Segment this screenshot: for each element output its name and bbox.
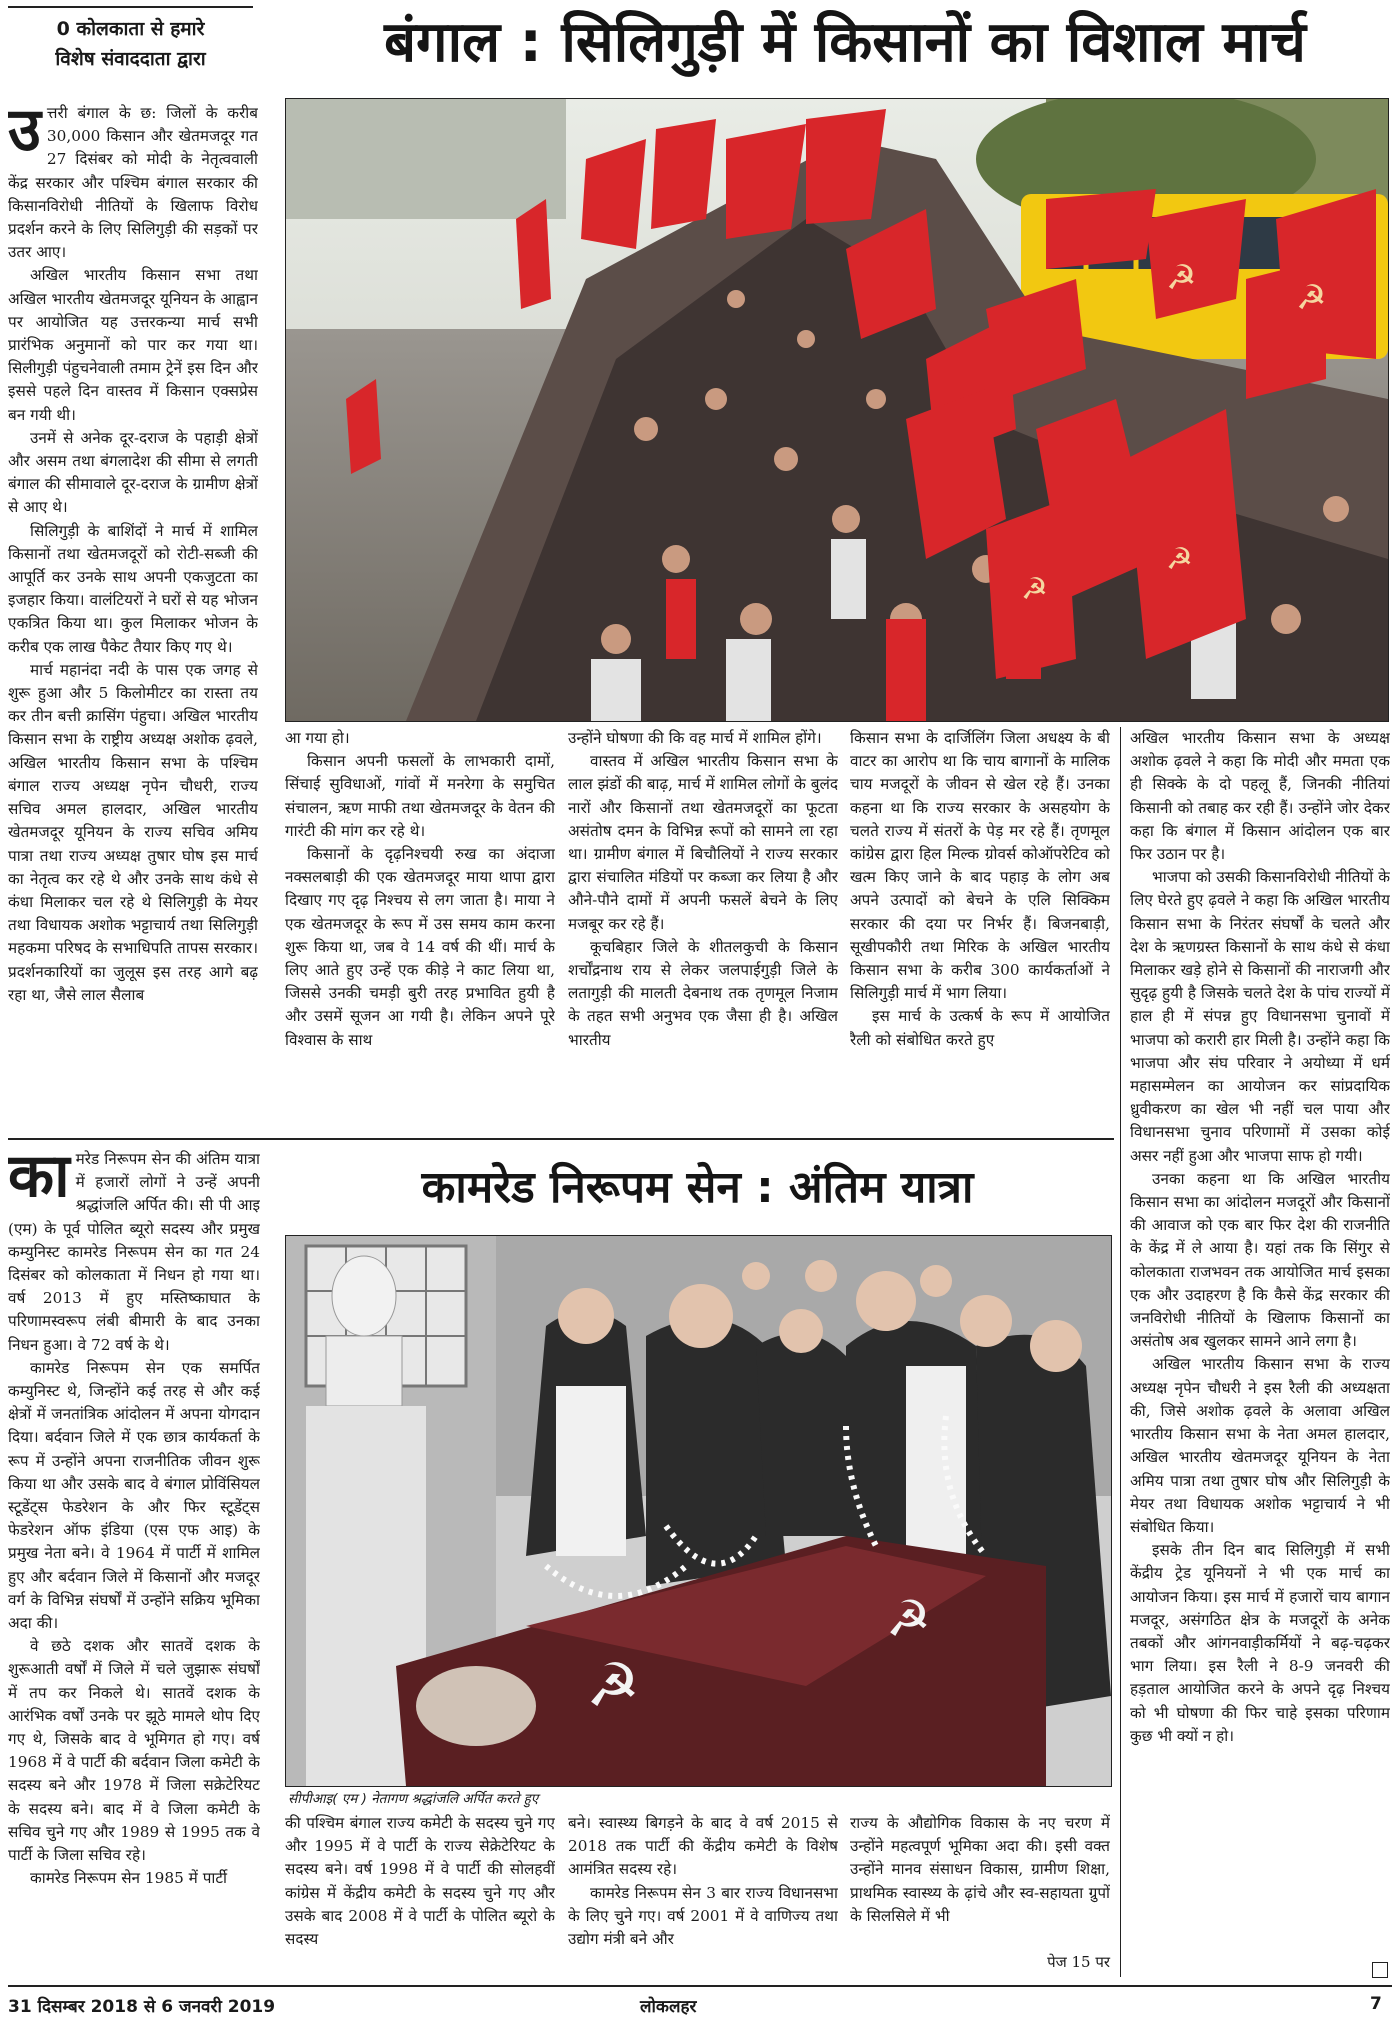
- footer-rule: [8, 1985, 1392, 1987]
- funeral-photo-image: [286, 1236, 1111, 1786]
- svg-text:☭: ☭: [1021, 572, 1048, 607]
- byline-line2: विशेष संवाददाता द्वारा: [55, 48, 206, 70]
- svg-text:☭: ☭: [1166, 542, 1193, 577]
- story2-dropcap: का: [8, 1148, 70, 1211]
- continued-on-page: पेज 15 पर: [1047, 1953, 1110, 1971]
- story1-column-4: [850, 727, 1110, 1127]
- column-divider: [1120, 727, 1121, 1977]
- paragraph: मार्च महानंदा नदी के पास एक जगह से शुरू हुआ और 5 किलोमीटर का रास्ता तय कर तीन बत्ती क्रासिंग पंहुचा। अखिल भारतीय किसान सभा के राष्ट्रीय अध्यक्ष अशोक ढ़वले, अखिल भारतीय किसान सभा के पश्चिम बंगाल राज्य अध्यक्ष नृपेन चौधरी, राज्य सचिव अमल हालदार, अखिल भारतीय खेतमजदूर यूनियन के राज्य सचिव अमिय पात्रा तथा राज्य अध्यक्ष तुषार घोष इस मार्च का नेतृत्व कर रहे थे और उनके साथ कंधे से कंधा मिलाकर चल रहे थे सिलिगुड़ी के मेयर तथा विधायक अशोक भट्टाचार्य तथा सिलिगुड़ी महकमा परिषद के सभाधिपति तापस सरकार। प्रदर्शनकारियों का जुलूस इस तरह आगे बढ़ रहा था, जैसे लाल सैलाब: [8, 660, 258, 1004]
- paragraph: इसके तीन दिन बाद सिलिगुड़ी में सभी केंद्रीय ट्रेड यूनियनों ने भी एक मार्च का आयोजन किया। इस मार्च में हजारों चाय बागान मजदूर, असंगठित क्षेत्र के मजदूरों के अनेक तबकों और आंगनवाड़ीकर्मियों ने बढ़-चढ़कर भाग लिया। इस रैली ने 8-9 जनवरी की हड़ताल आयोजित करने के अपने दृढ़ निश्चय को भी घोषणा की फिर चाहे इसका परिणाम कुछ भी क्यों न हो।: [1130, 1541, 1390, 1745]
- main-headline: बंगाल : सिलिगुड़ी में किसानों का विशाल मार्च: [384, 10, 1306, 75]
- story2-column-3: [568, 1812, 838, 1977]
- story2-column-1: [8, 1148, 260, 1978]
- story2-column-2: [285, 1812, 555, 1977]
- story1-column-5: [1130, 727, 1390, 1977]
- story1-column-2: [285, 727, 555, 1127]
- byline: [8, 6, 253, 74]
- footer-date: 31 दिसम्बर 2018 से 6 जनवरी 2019: [8, 1997, 276, 2017]
- svg-text:☭: ☭: [886, 1590, 931, 1648]
- svg-text:☭: ☭: [1296, 278, 1327, 318]
- paragraph: अखिल भारतीय किसान सभा तथा अखिल भारतीय खेतमजदूर यूनियन के आह्वान पर आयोजित यह उत्तरकन्या मार्च सभी प्रारंभिक अनुमानों को पार कर गया था। सिलीगुड़ी पंहुचनेवाली तमाम ट्रेनें इस दिन और इससे पहले दिन वास्तव में किसान एक्सप्रेस बन गयी थी।: [8, 266, 258, 424]
- svg-text:☭: ☭: [586, 1651, 640, 1721]
- paragraph: आ गया हो।: [285, 729, 350, 747]
- paragraph: भाजपा को उसकी किसानविरोधी नीतियों के लिए घेरते हुए ढ़वले ने कहा कि अखिल भारतीय किसान सभा के निरंतर संघर्षों के चलते और देश के ऋणग्रस्त किसानों के साथ कंधे से कंधा मिलाकर खड़े होने से किसानों की नाराजगी और सुदृढ़ हुयी है जिसके चलते देश के पांच राज्यों में हाल ही में संपन्न हुए विधानसभा चुनावों में भाजपा को करारी हार मिली है। उन्होंने कहा कि भाजपा और संघ परिवार ने अयोध्या में धर्म महासम्मेलन का आयोजन कर सांप्रदायिक ध्रुवीकरण का खेल भी नहीं चल पाया और विधानसभा चुनाव परिणामों में उसका कोई असर नहीं हुआ और भाजपा साफ हो गयी।: [1130, 868, 1390, 1165]
- march-photo: [285, 98, 1389, 722]
- story2-column-4: [850, 1812, 1110, 1952]
- paragraph: मरेड निरूपम सेन की अंतिम यात्रा में हजारों लोगों ने उन्हें अपनी श्रद्धांजलि अर्पित की। सी पी आइ (एम) के पूर्व पोलित ब्यूरो सदस्य और प्रमुख कम्युनिस्ट कामरेड निरूपम सेन का गत 24 दिसंबर को कोलकाता में निधन हो गया था। वर्ष 2013 में हुए मस्तिष्काघात के परिणामस्वरूप लंबी बीमारी के बाद उनका निधन हुआ। वे 72 वर्ष के थे।: [8, 1150, 260, 1354]
- paragraph: अखिल भारतीय किसान सभा के राज्य अध्यक्ष नृपेन चौधरी ने इस रैली की अध्यक्षता की, जिसे अशोक ढ़वले के अलावा अखिल भारतीय किसान सभा के नेता अमल हालदार, अखिल भारतीय खेतमजदूर यूनियन के नेता अमिय पात्रा तथा तुषार घोष और सिलिगुड़ी के मेयर तथा विधायक अशोक भट्टाचार्य ने भी संबोधित किया।: [1130, 1355, 1390, 1536]
- paragraph: अखिल भारतीय किसान सभा के अध्यक्ष अशोक ढ़वले ने कहा कि मोदी और ममता एक ही सिक्के के दो पहलू हैं, जिनकी नीतियां किसानी को तबाह कर रही हैं। उन्होंने जोर देकर कहा कि बंगाल में किसान आंदोलन एक बार फिर उठान पर है।: [1130, 729, 1390, 864]
- paragraph: कामरेड निरूपम सेन 1985 में पार्टी: [30, 1869, 228, 1888]
- paragraph: सिलिगुड़ी के बाशिंदों ने मार्च में शामिल किसानों तथा खेतमजदूरों को रोटी-सब्जी की आपूर्ति कर उनके साथ अपनी एकजुटता का इजहार किया। वालंटियरों ने घरों से यह भोजन एकत्रित किया था। कुल मिलाकर भोजन के करीब एक लाख पैकेट तैयार किए गए थे।: [8, 521, 258, 656]
- paragraph: किसान अपनी फसलों के लाभकारी दामों, सिंचाई सुविधाओं, गांवों में मनरेगा के समुचित संचालन, ऋण माफी तथा खेतमजदूर के वेतन की गारंटी की मांग कर रहे थे।: [285, 752, 555, 840]
- paragraph: कामरेड निरूपम सेन 3 बार राज्य विधानसभा के लिए चुने गए। वर्ष 2001 में वे वाणिज्य तथा उद्योग मंत्री बने और: [568, 1883, 838, 1949]
- section-divider: [8, 1138, 1114, 1140]
- paragraph: किसानों के दृढ़निश्चयी रुख का अंदाजा नक्सलबाड़ी की एक खेतमजदूर माया थापा द्वारा दिखाए गए दृढ़ निश्चय से लग जाता है। माया ने एक खेतमजदूर के रूप में उस समय काम करना शुरू किया था, जब वे 14 वर्ष की थीं। मार्च के लिए आते हुए उन्हें एक कीड़े ने काट लिया था, जिससे उनकी चमड़ी बुरी तरह प्रभावित हुयी है और उसमें सूजन आ गयी है। लेकिन अपने पूरे विश्वास के साथ: [285, 845, 555, 1049]
- paragraph: त्तरी बंगाल के छ: जिलों के करीब 30,000 किसान और खेतमजदूर गत 27 दिसंबर को मोदी के नेतृत्ववाली केंद्र सरकार और पश्चिम बंगाल सरकार की किसानविरोधी नीतियों के खिलाफ विरोध प्रदर्शन करने के लिए सिलिगुड़ी की सड़कों पर उतर आए।: [8, 104, 258, 262]
- paragraph: किसान सभा के दार्जिलिंग जिला अधक्ष्य के बी वाटर का आरोप था कि चाय बागानों के मालिक चाय मजदूरों के जीवन से खेल रहे हैं। उनका कहना था कि राज्य सरकार के असहयोग के चलते राज्य में संतरों के पेड़ मर रहे हैं। तृणमूल कांग्रेस द्वारा हिल मिल्क ग्रोवर्स कोऑपरेटिव को खत्म किए जाने के बाद पहाड़ के लोग अब अपने उत्पादों को बेचने के एलि सिक्किम सरकार की दया पर निर्भर हैं। बिजनबाड़ी, सूखीपकौरी तथा मिरिक के अखिल भारतीय किसान सभा के करीब 300 कार्यकर्ताओं ने सिलिगुड़ी मार्च में भाग लिया।: [850, 729, 1110, 1003]
- story1-column-1: [8, 102, 258, 1127]
- paragraph: उनका कहना था कि अखिल भारतीय किसान सभा का आंदोलन मजदूरों और किसानों की आवाज को एक बार फिर देश की राजनीति के केंद्र में ले आया है। यहां तक कि सिंगुर से कोलकाता राजभवन तक आयोजित मार्च इसका एक और उदाहरण है कि कैसे केंद्र सरकार की जनविरोधी नीतियों के खिलाफ किसानों का असंतोष अब खुलकर सामने आने लगा है।: [1130, 1169, 1390, 1351]
- funeral-photo: [285, 1235, 1112, 1787]
- second-headline: कामरेड निरूपम सेन : अंतिम यात्रा: [421, 1162, 974, 1213]
- footer-publication: लोकलहर: [640, 1997, 697, 2017]
- end-mark-icon: [1372, 1962, 1388, 1978]
- svg-text:☭: ☭: [1166, 258, 1197, 298]
- story1-dropcap: उ: [8, 102, 41, 165]
- paragraph: वास्तव में अखिल भारतीय किसान सभा के लाल झंडों की बाढ़, मार्च में शामिल लोगों के बुलंद नारों और किसानों तथा खेतमजदूरों का फूटता असंतोष दमन के विभिन्न रूपों को सामने ला रहा था। ग्रामीण बंगाल में बिचौलियों ने राज्य सरकार द्वारा संचालित मंडियों पर कब्जा कर लिया है और औने-पौने दामों में अपनी फसलें बेचने के लिए मजबूर कर रहे हैं।: [568, 752, 838, 933]
- footer-page-number: 7: [1370, 1994, 1382, 2014]
- paragraph: बने। स्वास्थ्य बिगड़ने के बाद वे वर्ष 2015 से 2018 तक पार्टी की केंद्रीय कमेटी के विशेष आमंत्रित सदस्य रहे।: [568, 1814, 838, 1879]
- byline-line1: 0 कोलकाता से हमारे: [56, 18, 205, 40]
- march-photo-image: [286, 99, 1388, 721]
- story1-column-3: [568, 727, 838, 1127]
- paragraph: राज्य के औद्योगिक विकास के नए चरण में उन्होंने महत्वपूर्ण भूमिका अदा की। इसी वक्त उन्होंने मानव संसाधन विकास, ग्रामीण शिक्षा, प्राथमिक स्वास्थ्य के ढ़ांचे और स्व-सहायता ग्रुपों के सिलसिले में भी: [850, 1814, 1110, 1925]
- paragraph: उनमें से अनेक दूर-दराज के पहाड़ी क्षेत्रों और असम तथा बंगलादेश की सीमा से लगती बंगाल की सीमावाले दूर-दराज के ग्रामीण क्षेत्रों से आए थे।: [8, 428, 258, 517]
- paragraph: कामरेड निरूपम सेन एक समर्पित कम्युनिस्ट थे, जिन्होंने कई तरह से और कई क्षेत्रों में जनतांत्रिक आंदोलन में अपना योगदान दिया। बर्दवान जिले में एक छात्र कार्यकर्ता के रूप में उन्होंने अपना राजनीतिक जीवन शुरू किया था और उसके बाद वे बंगाल प्रोविंसियल स्टूडेंट्स फेडरेशन के और फिर स्टूडेंट्स फेडरेशन ऑफ इंडिया (एस एफ आइ) के प्रमुख नेता बने। वे 1964 में पार्टी में शामिल हुए और बर्दवान जिले में किसानों और मजदूर वर्ग के विभिन्न संघर्षों में उन्होंने सक्रिय भूमिका अदा की।: [8, 1358, 260, 1633]
- paragraph: की पश्चिम बंगाल राज्य कमेटी के सदस्य चुने गए और 1995 में वे पार्टी के राज्य सेक्रेटेरियट के सदस्य बने। वर्ष 1998 में वे पार्टी की सोलहवीं कांग्रेस में केंद्रीय कमेटी के सदस्य चुने गए और उसके बाद 2008 में वे पार्टी के पोलित ब्यूरो के सदस्य: [285, 1814, 555, 1949]
- paragraph: वे छठे दशक और सातवें दशक के शुरूआती वर्षों में जिले में चले जुझारू संघर्षों में तप कर निकले थे। सातवें दशक के आरंभिक वर्षों उनके पर झूठे मामले थोप दिए गए थे, जिसके बाद वे भूमिगत हो गए। वर्ष 1968 में वे पार्टी की बर्दवान जिला कमेटी के सदस्य बने और 1978 में जिला सक्रेटेरियट के सदस्य बने। बाद में वे जिला कमेटी के सचिव चुने गए और 1989 से 1995 तक वे पार्टी के जिला सचिव रहे।: [8, 1637, 260, 1865]
- photo-caption: सीपीआइ( एम ) नेतागण श्रद्धांजलि अर्पित करते हुए: [288, 1791, 539, 1807]
- paragraph: कूचबिहार जिले के शीतलकुची के किसान शर्चोंद्रनाथ राय से लेकर जलपाईगुड़ी जिले के लतागुड़ी की मालती देबनाथ तक तृणमूल निजाम के तहत सभी अनुभव एक जैसा ही है। अखिल भारतीय: [568, 937, 838, 1049]
- paragraph: इस मार्च के उत्कर्ष के रूप में आयोजित रैली को संबोधित करते हुए: [850, 1007, 1110, 1049]
- paragraph: उन्होंने घोषणा की कि वह मार्च में शामिल होंगे।: [568, 729, 822, 747]
